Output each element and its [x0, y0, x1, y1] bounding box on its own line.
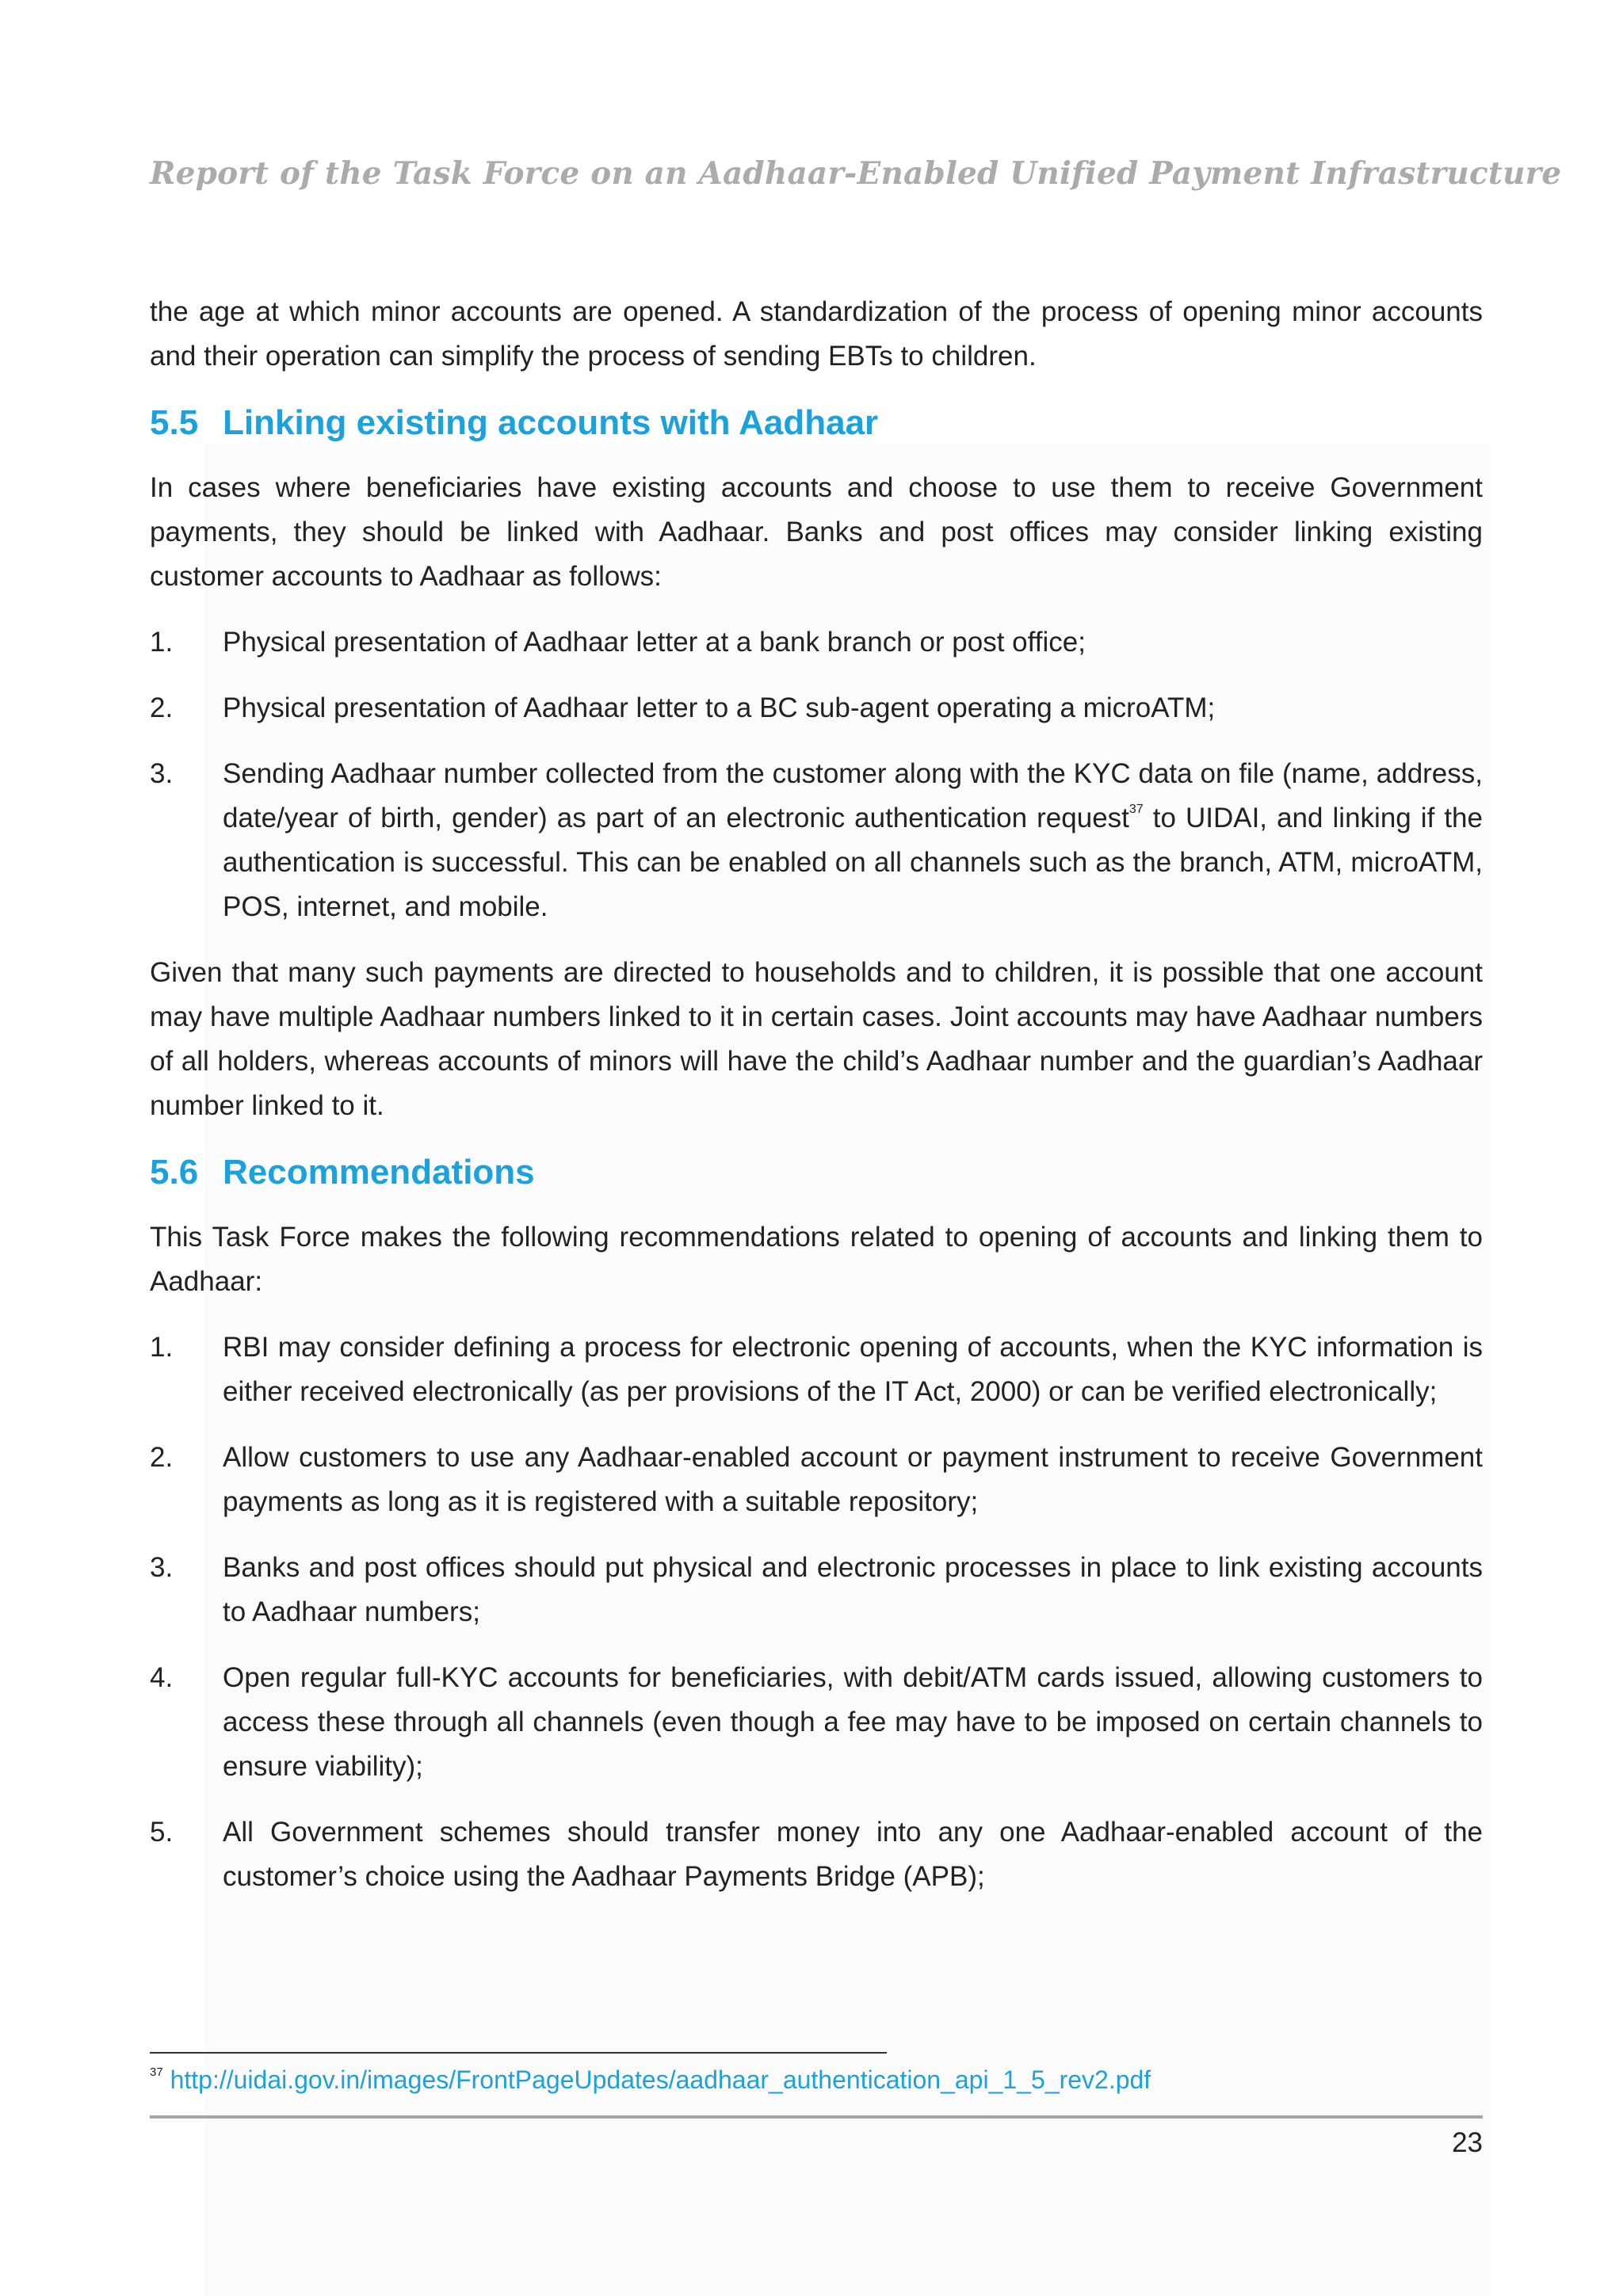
list-item [150, 1436, 1483, 1524]
list-item [150, 1810, 1483, 1899]
list-item [150, 686, 1483, 730]
list-item-text: Physical presentation of Aadhaar letter to a BC sub-agent operating a microATM; [223, 692, 1216, 723]
running-header: Report of the Task Force on an Aadhaar-Enabled Unified Payment Infrastructure [150, 155, 1562, 192]
list-item-text [223, 752, 1483, 929]
list-item-text-before: Sending Aadhaar number collected from the customer along with the KYC data on file (name, address, date/year of birth, gender) as part of an electronic authentication request [223, 758, 1483, 833]
linking-methods-list [150, 620, 1483, 929]
list-item-number: 1. [150, 1332, 174, 1363]
section-number: 5.5 [150, 403, 199, 442]
section-number: 5.6 [150, 1153, 199, 1192]
recommendations-list [150, 1325, 1483, 1899]
footnote-divider [150, 2052, 887, 2054]
list-item-text: Allow customers to use any Aadhaar-enabled account or payment instrument to receive Government payments as long as it is registered with a suitable repository; [223, 1442, 1483, 1517]
list-item-text: Physical presentation of Aadhaar letter at a bank branch or post office; [223, 627, 1086, 658]
list-item [150, 1656, 1483, 1789]
list-item-number: 3. [150, 1552, 174, 1583]
list-item-text-after: to UIDAI, and linking if the authentication is successful. This can be enabled on all channels such as the branch, ATM, microATM, POS, internet, and mobile. [223, 803, 1483, 922]
list-item-number: 3. [150, 758, 174, 789]
footer-divider [150, 2115, 1483, 2119]
list-item [150, 1546, 1483, 1634]
list-item [150, 1325, 1483, 1414]
list-item-text: Open regular full-KYC accounts for beneficiaries, with debit/ATM cards issued, allowing customers to access these through all channels (even though a fee may have to be imposed on certain channels to ensure viability); [223, 1662, 1483, 1782]
continuation-paragraph: the age at which minor accounts are opened. A standardization of the process of opening minor accounts and their operation can simplify the process of sending EBTs to children. [150, 296, 1483, 372]
list-item-text: All Government schemes should transfer money into any one Aadhaar-enabled account of the customer’s choice using the Aadhaar Payments Bridge (APB); [223, 1817, 1483, 1892]
section-5-5-closing: Given that many such payments are directed to households and to children, it is possible that one account may have multiple Aadhaar numbers linked to it in certain cases. Joint accounts may have Aadhaar numbers of all holders, whereas accounts of minors will have the child’s Aadhaar number and the guardian’s Aadhaar number linked to it. [150, 957, 1483, 1121]
list-item-number: 1. [150, 627, 174, 658]
footnote [150, 2060, 1151, 2100]
list-item-number: 5. [150, 1817, 174, 1848]
page-content [150, 290, 1483, 1920]
section-heading-5-5 [150, 401, 1483, 445]
section-heading-5-6 [150, 1150, 1483, 1195]
footnote-reference[interactable]: 37 [1128, 803, 1144, 816]
list-item-number: 2. [150, 692, 174, 723]
list-item-text: Banks and post offices should put physical and electronic processes in place to link existing accounts to Aadhaar numbers; [223, 1552, 1483, 1627]
list-item-text: RBI may consider defining a process for electronic opening of accounts, when the KYC information is either received electronically (as per provisions of the IT Act, 2000) or can be verified electronically; [223, 1332, 1483, 1407]
section-title: Recommendations [223, 1153, 535, 1192]
section-5-6-intro: This Task Force makes the following recommendations related to opening of accounts and linking them to Aadhaar: [150, 1222, 1483, 1297]
footnote-link[interactable]: http://uidai.gov.in/images/FrontPageUpdates/aadhaar_authentication_api_1_5_rev2.pdf [170, 2065, 1151, 2094]
list-item-number: 4. [150, 1662, 174, 1693]
page-number: 23 [1452, 2127, 1483, 2158]
list-item [150, 620, 1483, 665]
list-item [150, 752, 1483, 929]
list-item-number: 2. [150, 1442, 174, 1473]
section-5-5-intro: In cases where beneficiaries have existing accounts and choose to use them to receive Government payments, they should be linked with Aadhaar. Banks and post offices may consider linking existing customer accounts to Aadhaar as follows: [150, 472, 1483, 592]
footnote-marker: 37 [150, 2065, 163, 2079]
section-title: Linking existing accounts with Aadhaar [223, 403, 879, 442]
